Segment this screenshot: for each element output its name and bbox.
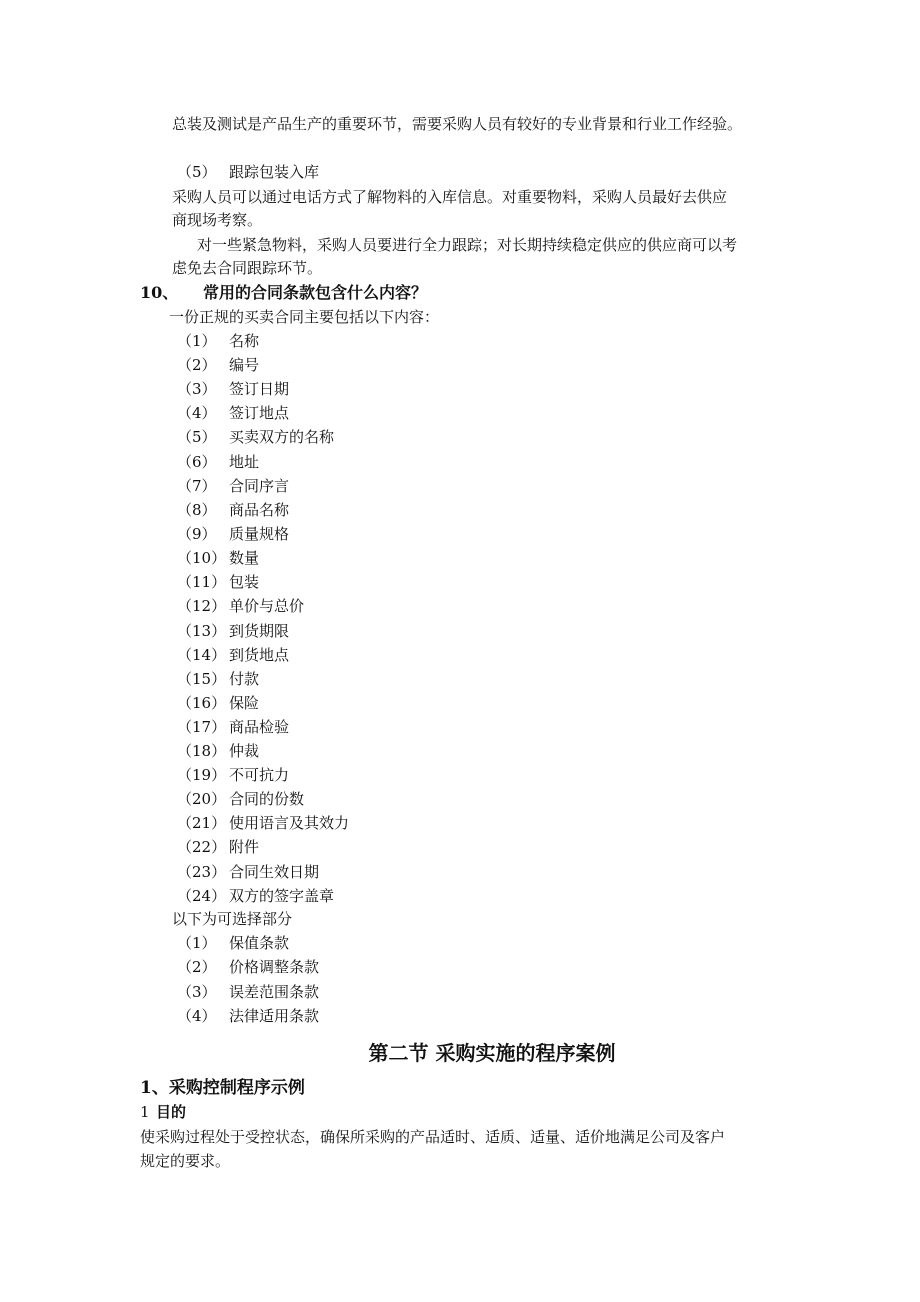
list-item-number: （4） <box>177 404 217 422</box>
list-item: 价格调整条款 <box>229 958 320 976</box>
list-item-number: （8） <box>177 501 217 519</box>
list-item-number: （6） <box>177 453 217 471</box>
list-item: 保险 <box>229 694 260 712</box>
list-item-number: （11） <box>177 573 227 591</box>
list-item: 商品检验 <box>229 718 290 736</box>
list-item: 合同生效日期 <box>229 863 320 881</box>
list-item: 单价与总价 <box>229 597 305 615</box>
list-item: 商品名称 <box>229 501 290 519</box>
list-item-number: （5） <box>177 428 217 446</box>
question-title: 常用的合同条款包含什么内容？ <box>203 283 428 302</box>
list-item: 误差范围条款 <box>229 983 320 1001</box>
list-item-number: （1） <box>177 332 217 350</box>
list-item-number: （22） <box>177 838 227 856</box>
list-item-number: （2） <box>177 356 217 374</box>
list-item: 质量规格 <box>229 525 290 543</box>
list-item-number: （23） <box>177 863 227 881</box>
list-item: 付款 <box>229 670 260 688</box>
list-item: 合同序言 <box>229 477 290 495</box>
list-item: 不可抗力 <box>229 766 290 784</box>
list-item-number: （17） <box>177 718 227 736</box>
list-intro: 一份正规的买卖合同主要包括以下内容： <box>169 308 440 326</box>
question-number: 10、 <box>140 283 179 302</box>
list-item: 名称 <box>229 332 260 350</box>
list-item-number: （1） <box>177 934 217 952</box>
list-item-number: （3） <box>177 983 217 1001</box>
list-item: 法律适用条款 <box>229 1007 320 1025</box>
list-item-number: （3） <box>177 380 217 398</box>
list-item-number: （18） <box>177 742 227 760</box>
list-item: 买卖双方的名称 <box>229 428 335 446</box>
optional-intro: 以下为可选择部分 <box>172 910 293 928</box>
list-item-number: （13） <box>177 622 227 640</box>
step-title: 跟踪包装入库 <box>229 163 320 181</box>
subsection-title: 1、采购控制程序示例 <box>140 1078 305 1098</box>
list-item: 签订日期 <box>229 380 290 398</box>
list-item-number: （21） <box>177 814 227 832</box>
list-item: 仲裁 <box>229 742 260 760</box>
list-item: 编号 <box>229 356 260 374</box>
step-number: （5） <box>177 163 217 181</box>
list-item: 附件 <box>229 838 260 856</box>
list-item-number: （16） <box>177 694 227 712</box>
list-item: 合同的份数 <box>229 790 305 808</box>
list-item: 到货期限 <box>229 622 290 640</box>
list-item-number: （19） <box>177 766 227 784</box>
list-item: 地址 <box>229 453 260 471</box>
paragraph-line: 虑免去合同跟踪环节。 <box>172 259 323 277</box>
list-item-number: （7） <box>177 477 217 495</box>
paragraph-line: 使采购过程处于受控状态，确保所采购的产品适时、适质、适量、适价地满足公司及客户 <box>140 1128 726 1146</box>
list-item: 双方的签字盖章 <box>229 887 335 905</box>
list-item-number: （15） <box>177 670 227 688</box>
paragraph-line: 规定的要求。 <box>140 1152 231 1170</box>
intro-line: 总装及测试是产品生产的重要环节，需要采购人员有较好的专业背景和行业工作经验。 <box>172 115 743 133</box>
item-heading: 目的 <box>156 1103 187 1121</box>
list-item-number: （2） <box>177 958 217 976</box>
list-item-number: （4） <box>177 1007 217 1025</box>
list-item-number: （12） <box>177 597 227 615</box>
list-item: 包装 <box>229 573 260 591</box>
item-number: 1 <box>140 1103 150 1121</box>
list-item: 签订地点 <box>229 404 290 422</box>
list-item: 保值条款 <box>229 934 290 952</box>
paragraph-line: 商现场考察。 <box>172 211 263 229</box>
list-item-number: （24） <box>177 887 227 905</box>
list-item: 数量 <box>229 549 260 567</box>
paragraph-line: 采购人员可以通过电话方式了解物料的入库信息。对重要物料，采购人员最好去供应 <box>172 188 728 206</box>
list-item-number: （14） <box>177 646 227 664</box>
list-item: 到货地点 <box>229 646 290 664</box>
list-item-number: （20） <box>177 790 227 808</box>
section-title: 第二节 采购实施的程序案例 <box>368 1041 616 1065</box>
paragraph-line: 对一些紧急物料，采购人员要进行全力跟踪；对长期持续稳定供应的供应商可以考 <box>197 236 738 254</box>
list-item-number: （9） <box>177 525 217 543</box>
list-item: 使用语言及其效力 <box>229 814 350 832</box>
list-item-number: （10） <box>177 549 227 567</box>
